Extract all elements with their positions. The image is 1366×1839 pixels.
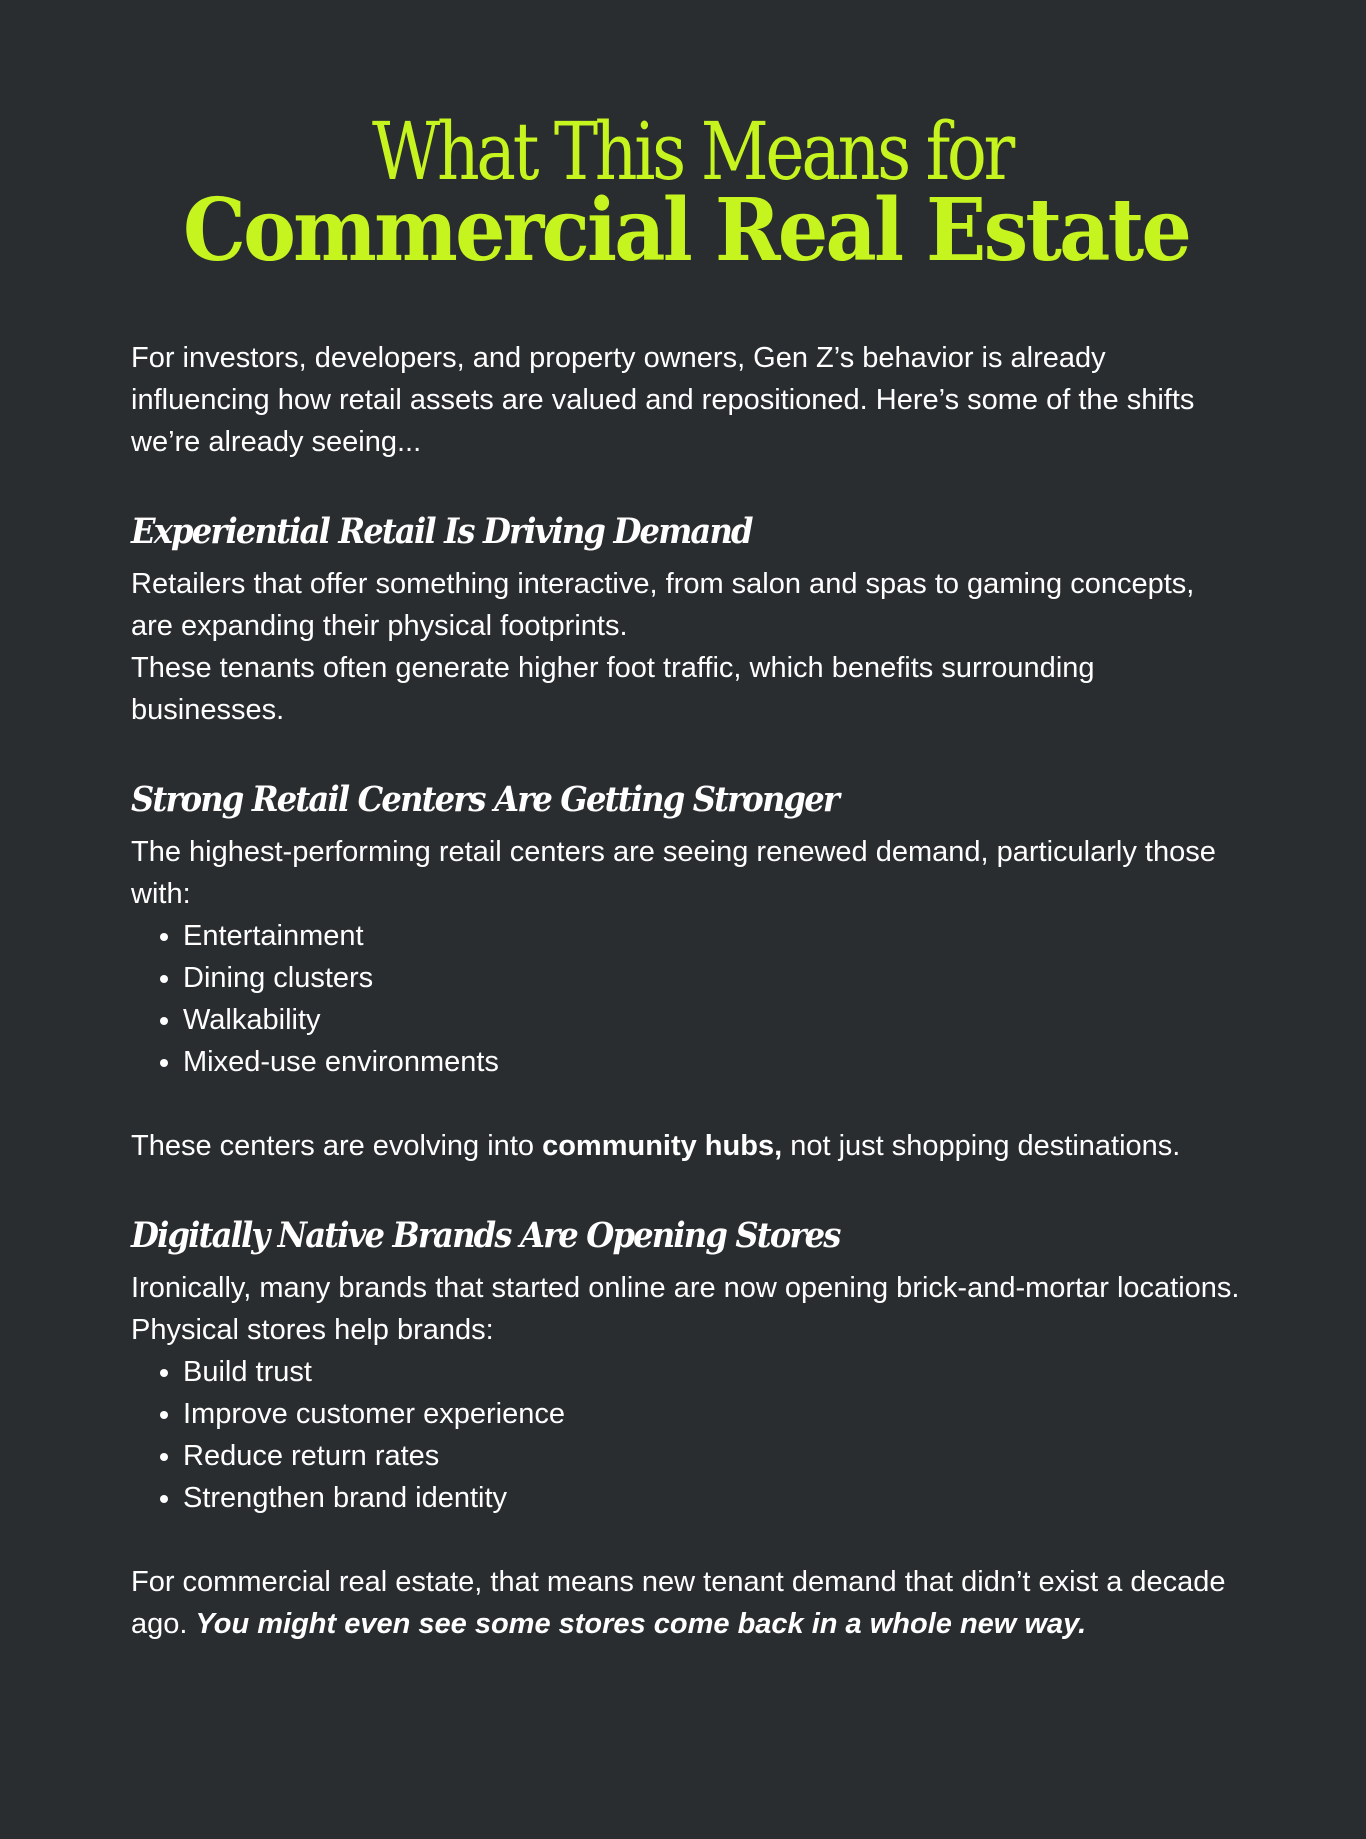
list-item: • Walkability xyxy=(183,999,1241,1041)
list-item: • Build trust xyxy=(183,1351,1241,1393)
section-paragraph: These tenants often generate higher foot traffic, which benefits surrounding businesses. xyxy=(131,652,1095,726)
section-experiential-retail xyxy=(131,507,1241,731)
list-item: • Strengthen brand identity xyxy=(183,1477,1241,1519)
intro-paragraph: For investors, developers, and property owners, Gen Z’s behavior is already influencing how retail assets are valued and repositioned. Here’s some of the shifts we’re already seeing... xyxy=(131,342,1195,458)
closing-emphasis: You might even see some stores come back in a whole new way. xyxy=(195,1608,1087,1640)
section-digitally-native-brands xyxy=(131,1211,1241,1645)
section-heading: Experiential Retail Is Driving Demand xyxy=(131,511,752,552)
list-item: • Entertainment xyxy=(183,915,1241,957)
closing-paragraph xyxy=(131,1125,1241,1167)
section-paragraph: Ironically, many brands that started online are now opening brick-and-mortar locations. xyxy=(131,1272,1240,1304)
page-title xyxy=(131,105,1241,281)
closing-text: For commercial real estate, that means new tenant demand that didn’t exist a decade ago. xyxy=(131,1566,1226,1640)
section-heading: Digitally Native Brands Are Opening Stores xyxy=(131,1215,840,1256)
section-strong-retail-centers xyxy=(131,775,1241,1167)
section-heading: Strong Retail Centers Are Getting Stronger xyxy=(131,779,838,820)
section-paragraph: Physical stores help brands: xyxy=(131,1314,494,1346)
closing-paragraph xyxy=(131,1561,1241,1645)
list-item: • Reduce return rates xyxy=(183,1435,1241,1477)
title-line-2: Commercial Real Estate xyxy=(182,180,1190,281)
closing-text: not just shopping destinations. xyxy=(782,1130,1181,1162)
closing-text: These centers are evolving into xyxy=(131,1130,543,1162)
bullet-list xyxy=(131,1351,1241,1519)
section-paragraph: Retailers that offer something interactive, from salon and spas to gaming concepts, are expanding their physical footprints. xyxy=(131,568,1195,642)
section-paragraph: The highest-performing retail centers are seeing renewed demand, particularly those with: xyxy=(131,836,1216,910)
community-hubs-emphasis: community hubs, xyxy=(542,1130,783,1162)
list-item: • Mixed-use environments xyxy=(183,1041,1241,1083)
bullet-list xyxy=(131,915,1241,1083)
list-item: • Improve customer experience xyxy=(183,1393,1241,1435)
title-line-1: What This Means for xyxy=(372,105,1012,198)
article-body xyxy=(131,337,1241,1689)
list-item: • Dining clusters xyxy=(183,957,1241,999)
